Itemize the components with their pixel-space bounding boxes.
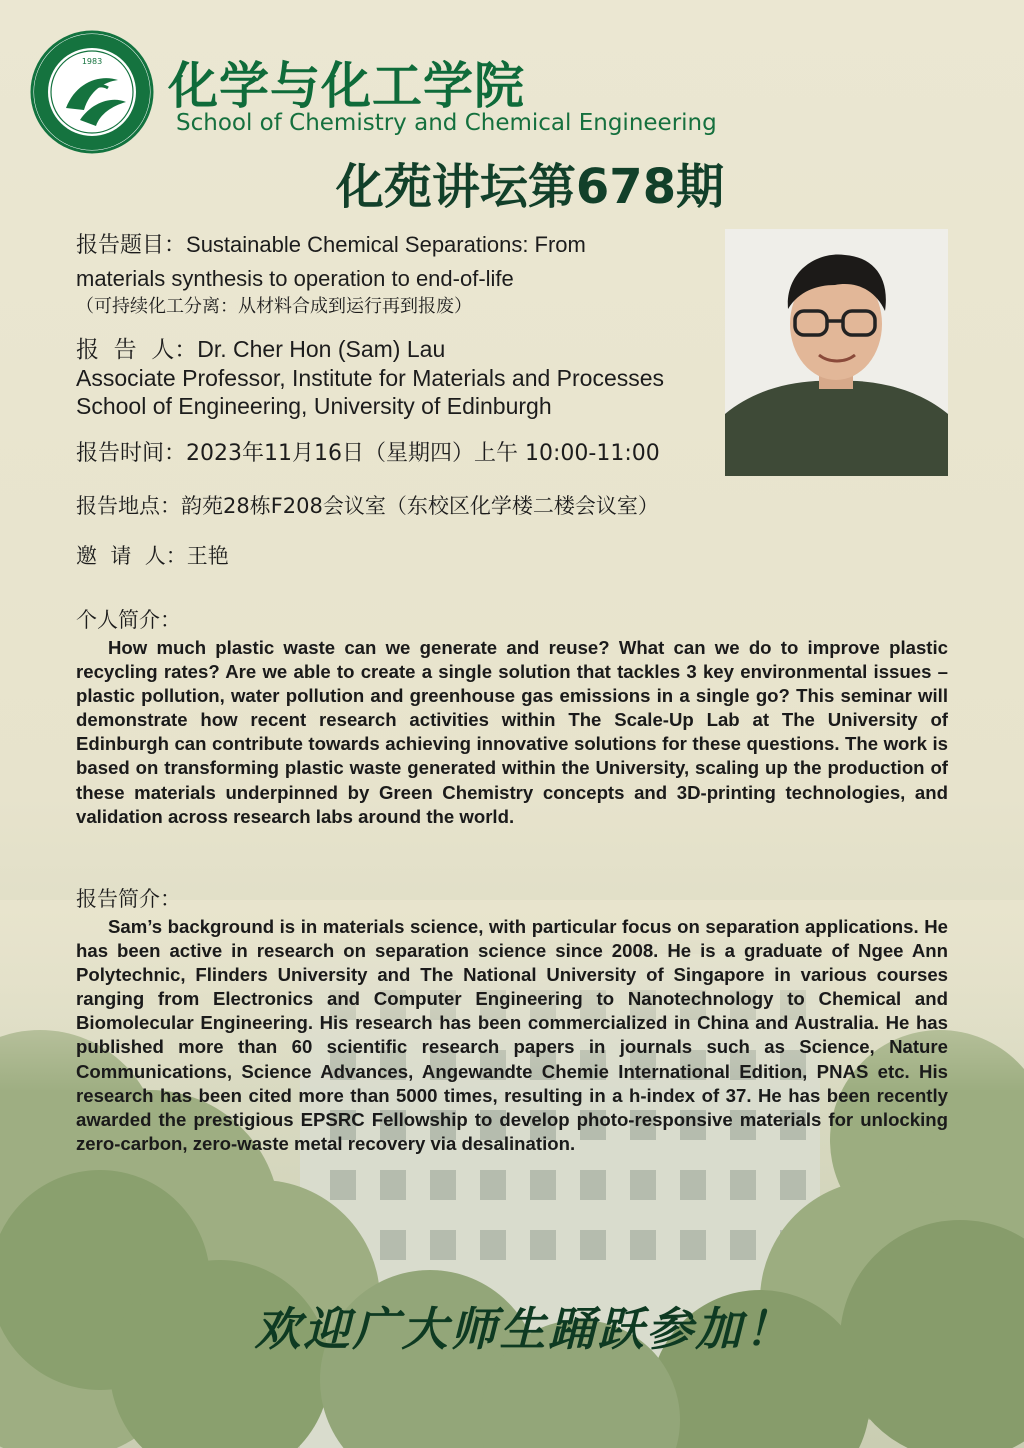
speaker-name: Dr. Cher Hon (Sam) Lau — [197, 336, 446, 362]
place-label: 报告地点： — [76, 494, 181, 518]
logo-year: 1983 — [81, 57, 103, 66]
inviter-label: 邀 请 人： — [76, 544, 187, 568]
place-value: 韵苑28栋F208会议室（东校区化学楼二楼会议室） — [181, 494, 659, 518]
school-seal-icon — [30, 30, 154, 154]
issue-title: 化苑讲坛第678期 — [335, 159, 725, 215]
talk-inviter — [76, 540, 229, 570]
school-name-cn: 化学与化工学院 — [168, 57, 525, 115]
speaker-info — [76, 335, 664, 420]
speaker-photo — [725, 229, 948, 476]
welcome-message: 欢迎广大师生踊跃参加！ — [254, 1302, 794, 1356]
abstract-heading: 报告简介： — [76, 887, 181, 911]
school-name-en: School of Chemistry and Chemical Engineering — [176, 110, 717, 136]
speaker-affiliation: School of Engineering, University of Edinburgh — [76, 393, 552, 419]
speaker-title: Associate Professor, Institute for Materials and Processes — [76, 365, 665, 391]
talk-topic — [76, 228, 586, 295]
topic-cn: （可持续化工分离：从材料合成到运行再到报废） — [76, 296, 472, 317]
inviter-value: 王艳 — [186, 544, 229, 568]
bio-paragraph: How much plastic waste can we generate and reuse? What can we do to improve plastic recycling rates? Are we able to create a single solution that tackles 3 key environmental issues – plastic pollution, water pollution and greenhouse gas emissions in a single go? This seminar will demonstrate how recent research activities within The Scale-Up Lab at The University of Edinburgh can contribute towards achieving innovative solutions for these questions. The work is based on transforming plastic waste generated within the University, scaling up the production of these materials underpinned by Green Chemistry concepts and 3D-printing technologies, and validation across research labs around the world. — [76, 637, 948, 827]
abstract-paragraph: Sam’s background is in materials science, with particular focus on separation applications. He has been active in research on separation science since 2008. He is a graduate of Ngee Ann Polytechnic, Flinders University and The National University of Singapore in various courses ranging from Electronics and Computer Engineering to Nanotechnology to Chemical and Biomolecular Engineering. His research has been commercialized in China and Australia. He has published more than 60 scientific research papers in journals such as Science, Nature Communications, Science Advances, Angewandte Chemie International Edition, PNAS etc. His research has been cited more than 5000 times, resulting in a h-index of 37. He has been recently awarded the prestigious EPSRC Fellowship to develop photo-responsive materials for unlocking zero-carbon, zero-waste metal recovery via desalination. — [76, 916, 948, 1154]
time-value: 2023年11月16日（星期四）上午 10:00-11:00 — [186, 441, 660, 466]
topic-en-line2: materials synthesis to operation to end-of-life — [76, 266, 514, 291]
talk-place — [76, 490, 659, 520]
time-label: 报告时间： — [76, 441, 187, 466]
speaker-label: 报 告 人： — [76, 337, 198, 363]
talk-time — [76, 436, 660, 467]
topic-en-line1: Sustainable Chemical Separations: From — [186, 232, 586, 257]
topic-label: 报告题目： — [76, 233, 187, 258]
bio-heading: 个人简介： — [76, 608, 181, 632]
